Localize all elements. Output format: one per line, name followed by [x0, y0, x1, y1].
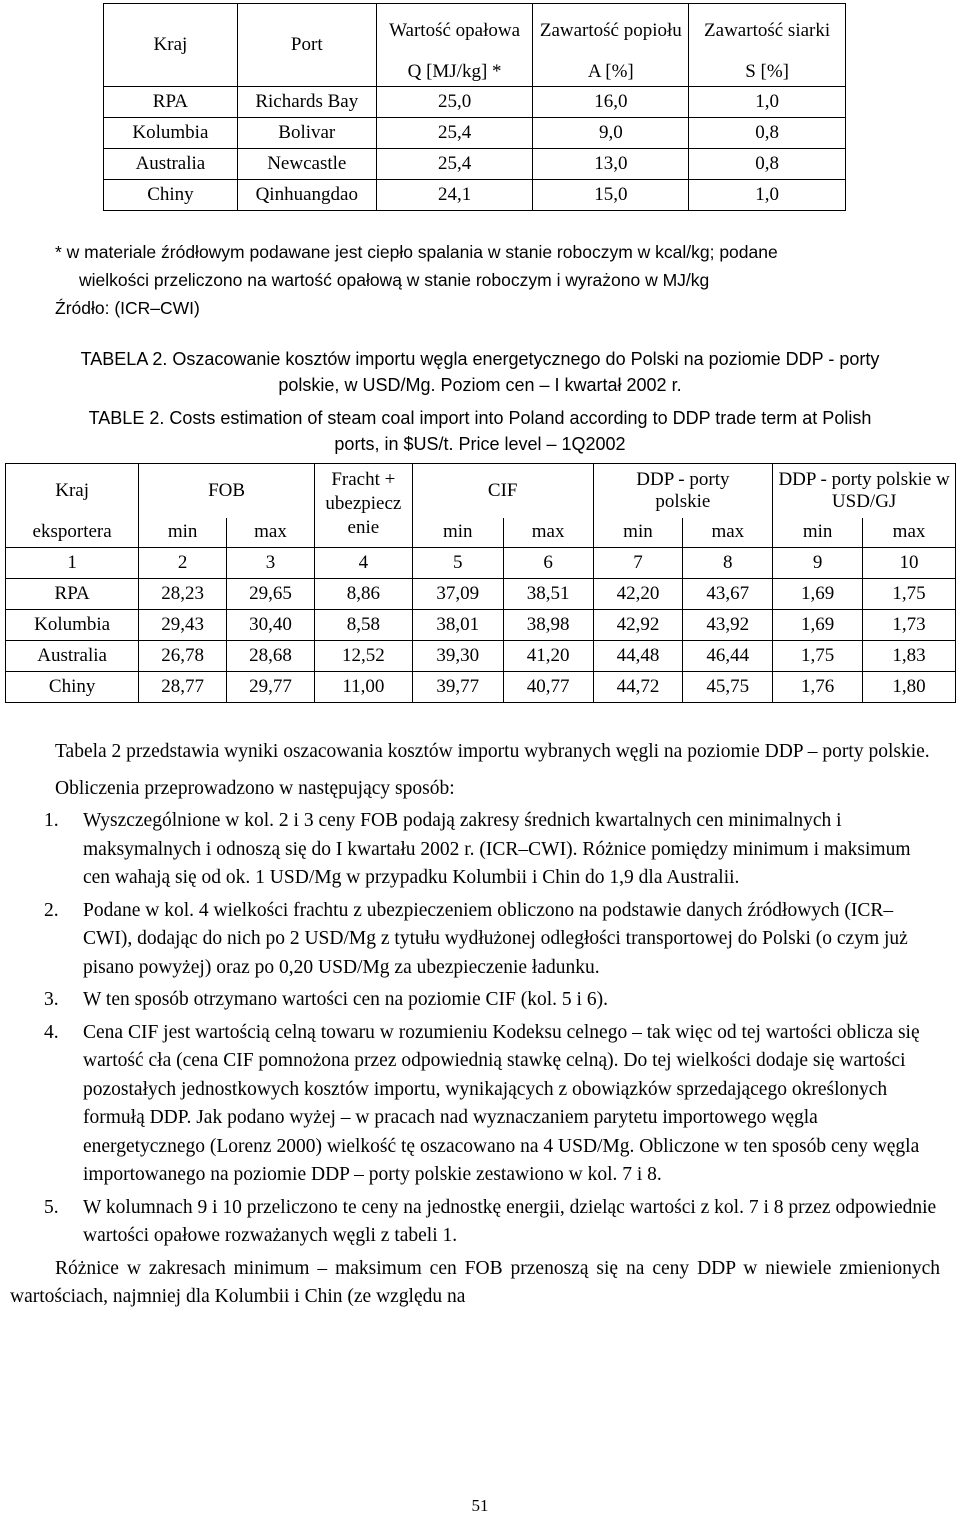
cell: 25,4	[376, 118, 533, 149]
cell: Bolivar	[237, 118, 376, 149]
list-number: 1.	[44, 810, 59, 831]
header-cif: CIF	[412, 464, 593, 518]
cell: 24,1	[376, 180, 533, 211]
cell: 10	[863, 548, 956, 579]
table-row	[6, 579, 956, 610]
footnote-line-1: * w materiale źródłowym podawane jest ciepło spalania w stanie roboczym w kcal/kg; podane	[55, 242, 778, 262]
cell: 11,00	[314, 672, 412, 703]
cell: Richards Bay	[237, 87, 376, 118]
paragraph-differences: Różnice w zakresach minimum – maksimum cen FOB przenoszą się na ceny DDP w niewiele zmienionych wartościach, najmniej dla Kolumbii i Chin (ze względu na	[10, 1257, 940, 1307]
coal-quality-table	[103, 3, 846, 211]
cell: 1,75	[773, 641, 863, 672]
column-number-row	[6, 548, 956, 579]
unit-ash: A [%]	[533, 58, 689, 87]
header-freight-insurance: Fracht + ubezpiecz enie	[314, 464, 412, 548]
cell: 6	[503, 548, 593, 579]
cell: 28,68	[227, 641, 315, 672]
header-kraj: Kraj	[104, 4, 238, 87]
header-sulfur-content: Zawartość siarki	[689, 4, 846, 59]
cell: 15,0	[533, 180, 689, 211]
list-item	[10, 986, 940, 1015]
cell: 1,0	[689, 180, 846, 211]
cell: Kolumbia	[6, 610, 139, 641]
cell: 0,8	[689, 149, 846, 180]
list-item	[10, 807, 940, 893]
header-min: min	[412, 518, 503, 548]
cell: 1,73	[863, 610, 956, 641]
import-cost-table	[5, 463, 956, 703]
table1-notes	[55, 238, 778, 322]
cell: 38,51	[503, 579, 593, 610]
cell: 3	[227, 548, 315, 579]
cell: 42,92	[593, 610, 683, 641]
unit-sulfur: S [%]	[689, 58, 846, 87]
list-text: Cena CIF jest wartością celną towaru w rozumieniu Kodeksu celnego – tak więc od tej wartości oblicza się wartość cła (cena CIF pomnożona przez odpowiednią stawkę celną). Do tej wielkości dodaje się wartości pozostałych jednostkowych kosztów importu, wynikających z obowiązków sprzedającego określonych formułą DDP. Jak podano wyżej – w pracach nad wyznaczaniem parytetu importowego węgla energetycznego (Lorenz 2000) wielkość tę oszacowano na 4 USD/Mg. Obliczone w ten sposób ceny węgla importowanego na poziomie DDP – porty polskie zestawiono w kol. 7 i 8.	[83, 1021, 920, 1185]
list-item	[10, 897, 940, 983]
caption-pl-line-2: polskie, w USD/Mg. Poziom cen – I kwartał 2002 r.	[278, 375, 682, 395]
cell: 4	[314, 548, 412, 579]
header-port: Port	[237, 4, 376, 87]
cell: 12,52	[314, 641, 412, 672]
cell: Kolumbia	[104, 118, 238, 149]
header-kraj: Kraj	[6, 464, 139, 518]
header-max: max	[503, 518, 593, 548]
header-eksportera: eksportera	[6, 518, 139, 548]
cell: 25,4	[376, 149, 533, 180]
cell: Australia	[104, 149, 238, 180]
caption-pl-line-1: TABELA 2. Oszacowanie kosztów importu węgla energetycznego do Polski na poziomie DDP - porty	[80, 349, 880, 369]
header-max: max	[863, 518, 956, 548]
header-ddp-usd-gj: DDP - porty polskie w USD/GJ	[773, 464, 956, 518]
cell: Qinhuangdao	[237, 180, 376, 211]
unit-calorific: Q [MJ/kg] *	[376, 58, 533, 87]
cell: 45,75	[683, 672, 773, 703]
cell: 28,77	[139, 672, 227, 703]
cell: 39,77	[412, 672, 503, 703]
cell: 1,83	[863, 641, 956, 672]
cell: 26,78	[139, 641, 227, 672]
cell: 5	[412, 548, 503, 579]
cell: 8,86	[314, 579, 412, 610]
caption-polish	[0, 346, 960, 398]
cell: 0,8	[689, 118, 846, 149]
cell: 16,0	[533, 87, 689, 118]
header-ash-content: Zawartość popiołu	[533, 4, 689, 59]
cell: 1,69	[773, 610, 863, 641]
cell: 25,0	[376, 87, 533, 118]
caption-en-line-1: TABLE 2. Costs estimation of steam coal import into Poland according to DDP trade term at Polish	[88, 408, 872, 428]
cell: 2	[139, 548, 227, 579]
table-row	[104, 149, 846, 180]
cell: Newcastle	[237, 149, 376, 180]
cell: Chiny	[104, 180, 238, 211]
cell: Australia	[6, 641, 139, 672]
list-text: W ten sposób otrzymano wartości cen na poziomie CIF (kol. 5 i 6).	[83, 989, 608, 1010]
cell: 42,20	[593, 579, 683, 610]
cell: 30,40	[227, 610, 315, 641]
cell: 13,0	[533, 149, 689, 180]
header-max: max	[227, 518, 315, 548]
cell: 43,92	[683, 610, 773, 641]
header-min: min	[139, 518, 227, 548]
header-calorific-value: Wartość opałowa	[376, 4, 533, 59]
list-text: Wyszczególnione w kol. 2 i 3 ceny FOB podają zakresy średnich kwartalnych cen minimalnych i maksymalnych i odnoszą się do I kwartału 2002 r. (ICR–CWI). Różnice pomiędzy minimum i maksimum cen wahają się od ok. 1 USD/Mg w przypadku Kolumbii i Chin do 1,9 dla Australii.	[83, 810, 911, 888]
table-row	[104, 180, 846, 211]
cell: 41,20	[503, 641, 593, 672]
cell: 29,43	[139, 610, 227, 641]
header-fob: FOB	[139, 464, 315, 518]
cell: 8	[683, 548, 773, 579]
cell: 38,98	[503, 610, 593, 641]
page-number: 51	[471, 1496, 489, 1515]
source-note: Źródło: (ICR–CWI)	[55, 298, 200, 318]
list-number: 4.	[44, 1021, 59, 1043]
cell: 1,80	[863, 672, 956, 703]
table-row	[104, 87, 846, 118]
cell: 8,58	[314, 610, 412, 641]
cell: 9	[773, 548, 863, 579]
cell: 9,0	[533, 118, 689, 149]
caption-english	[0, 405, 960, 457]
cell: 39,30	[412, 641, 503, 672]
body-text	[10, 738, 940, 1312]
cell: 29,65	[227, 579, 315, 610]
list-number: 5.	[44, 1196, 59, 1218]
method-list	[10, 807, 940, 1251]
cell: 1,69	[773, 579, 863, 610]
cell: 7	[593, 548, 683, 579]
cell: RPA	[104, 87, 238, 118]
list-number: 3.	[44, 989, 59, 1010]
table-row	[6, 641, 956, 672]
header-ddp: DDP - porty polskie	[593, 464, 773, 518]
list-item	[10, 1194, 940, 1251]
paragraph-method: Obliczenia przeprowadzono w następujący sposób:	[55, 777, 455, 799]
header-max: max	[683, 518, 773, 548]
caption-en-line-2: ports, in $US/t. Price level – 1Q2002	[334, 434, 626, 454]
header-min: min	[773, 518, 863, 548]
cell: RPA	[6, 579, 139, 610]
cell: 1,75	[863, 579, 956, 610]
list-text: Podane w kol. 4 wielkości frachtu z ubezpieczeniem obliczono na podstawie danych źródłowych (ICR–CWI), dodając do nich po 2 USD/Mg z tytułu wydłużonej odległości transportowej do Polski (o czym już pisano powyżej) oraz po 0,20 USD/Mg za ubezpieczenie ładunku.	[83, 899, 908, 978]
cell: 37,09	[412, 579, 503, 610]
cell: 46,44	[683, 641, 773, 672]
cell: 44,48	[593, 641, 683, 672]
cell: Chiny	[6, 672, 139, 703]
cell: 40,77	[503, 672, 593, 703]
cell: 1,76	[773, 672, 863, 703]
table-row	[6, 672, 956, 703]
list-text: W kolumnach 9 i 10 przeliczono te ceny na jednostkę energii, dzieląc wartości z kol. 7 i 8 przez odpowiednie wartości opałowe rozważanych węgli z tabeli 1.	[83, 1196, 937, 1246]
cell: 43,67	[683, 579, 773, 610]
paragraph-intro: Tabela 2 przedstawia wyniki oszacowania kosztów importu wybranych węgli na poziomie DDP – porty polskie.	[55, 741, 930, 762]
cell: 1	[6, 548, 139, 579]
cell: 28,23	[139, 579, 227, 610]
list-number: 2.	[44, 899, 59, 921]
list-item	[10, 1019, 940, 1190]
header-min: min	[593, 518, 683, 548]
cell: 44,72	[593, 672, 683, 703]
footnote-line-2: wielkości przeliczono na wartość opałową w stanie roboczym i wyrażono w MJ/kg	[79, 270, 710, 290]
cell: 1,0	[689, 87, 846, 118]
cell: 29,77	[227, 672, 315, 703]
table-row	[6, 610, 956, 641]
table-row	[104, 118, 846, 149]
cell: 38,01	[412, 610, 503, 641]
